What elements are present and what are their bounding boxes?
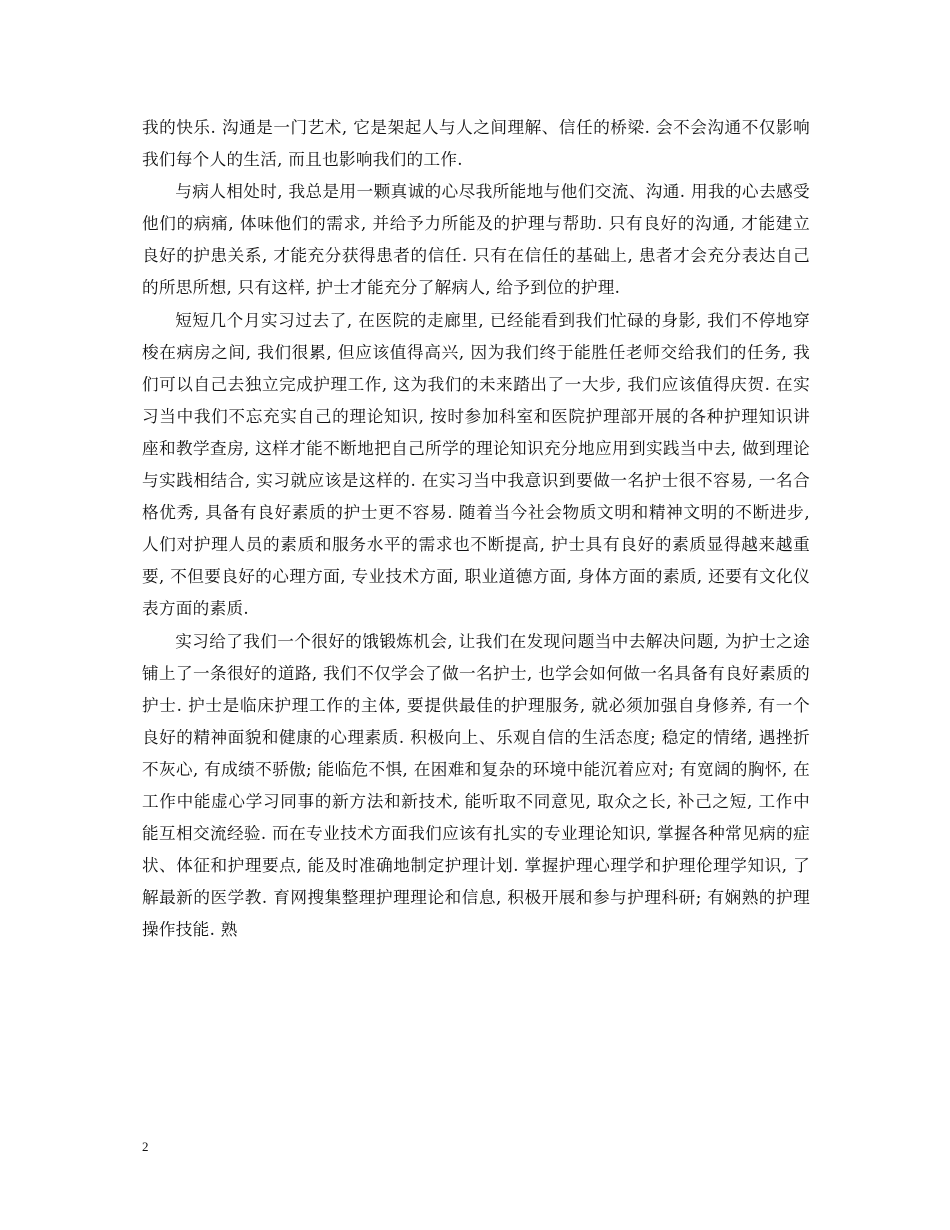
paragraph-3: 短短几个月实习过去了, 在医院的走廊里, 已经能看到我们忙碌的身影, 我们不停地穿梭在病房之间, 我们很累, 但应该值得高兴, 因为我们终于能胜任老师交给我们的任务, 我们可以自己去独立完成护理工作, 这为我们的未来踏出了一大步, 我们应该值得庆贺. 在实习当中我们不忘充实自己的理论知识, 按时参加科室和医院护理部开展的各种护理知识讲座和教学查房, 这样才能不断地把自己所学的理论知识充分地应用到实践当中去, 做到理论与实践相结合, 实习就应该是这样的. 在实习当中我意识到要做一名护士很不容易, 一名合格优秀, 具备有良好素质的护士更不容易. 随着当今社会物质文明和精神文明的不断进步, 人们对护理人员的素质和服务水平的需求也不断提高, 护士具有良好的素质显得越来越重要, 不但要良好的心理方面, 专业技术方面, 职业道德方面, 身体方面的素质, 还要有文化仪表方面的素质. [142, 310, 810, 619]
document-body [142, 112, 810, 946]
paragraph-1: 我的快乐. 沟通是一门艺术, 它是架起人与人之间理解、信任的桥梁. 会不会沟通不仅影响我们每个人的生活, 而且也影响我们的工作. [142, 118, 810, 170]
page-number: 2 [142, 1139, 149, 1154]
paragraph-2: 与病人相处时, 我总是用一颗真诚的心尽我所能地与他们交流、沟通. 用我的心去感受他们的病痛, 体味他们的需求, 并给予力所能及的护理与帮助. 只有良好的沟通, 才能建立良好的护患关系, 才能充分获得患者的信任. 只有在信任的基础上, 患者才会充分表达自己的所思所想, 只有这样, 护士才能充分了解病人, 给予到位的护理. [142, 182, 810, 298]
paragraph-4: 实习给了我们一个很好的饿锻炼机会, 让我们在发现问题当中去解决问题, 为护士之途铺上了一条很好的道路, 我们不仅学会了做一名护士, 也学会如何做一名具备有良好素质的护士. 护士是临床护理工作的主体, 要提供最佳的护理服务, 就必须加强自身修养, 有一个良好的精神面貌和健康的心理素质. 积极向上、乐观自信的生活态度; 稳定的情绪, 遇挫折不灰心, 有成绩不骄傲; 能临危不惧, 在困难和复杂的环境中能沉着应对; 有宽阔的胸怀, 在工作中能虚心学习同事的新方法和新技术, 能听取不同意见, 取众之长, 补己之短, 工作中能互相交流经验. 而在专业技术方面我们应该有扎实的专业理论知识, 掌握各种常见病的症状、体征和护理要点, 能及时准确地制定护理计划. 掌握护理心理学和护理伦理学知识, 了解最新的医学教. 育网搜集整理护理理论和信息, 积极开展和参与护理科研; 有娴熟的护理操作技能. 熟 [142, 631, 810, 940]
